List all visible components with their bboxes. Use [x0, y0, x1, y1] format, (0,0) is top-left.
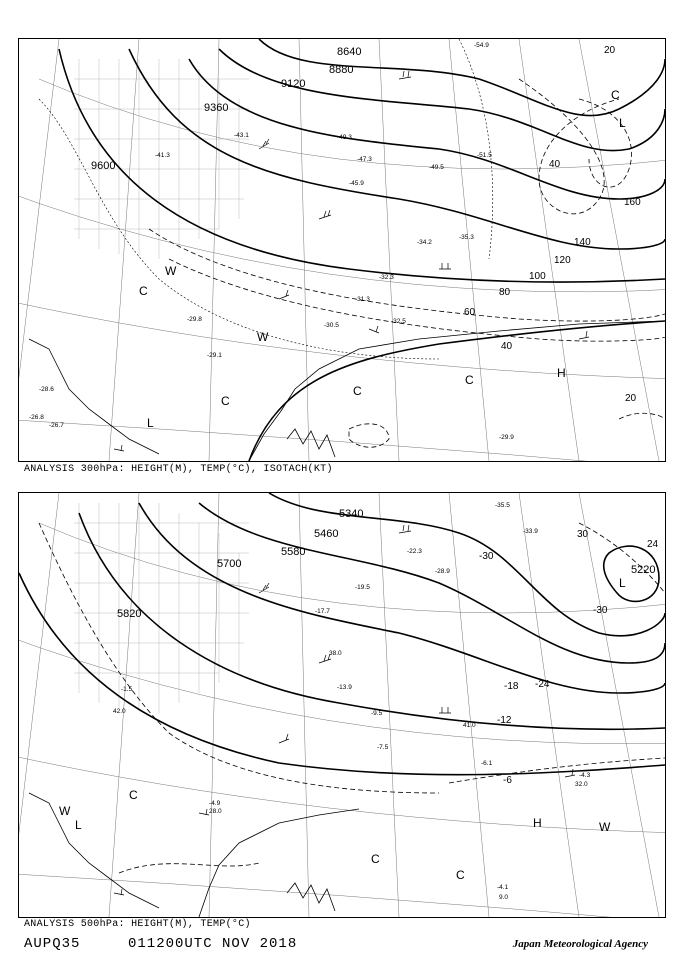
isotach-label: 40: [549, 159, 561, 170]
station-temp: -41.3: [155, 152, 170, 159]
isotherm-label: -24: [535, 679, 550, 690]
station-temp: -47.3: [357, 156, 372, 163]
station-temp: -49.3: [337, 134, 352, 141]
chart-500hpa: [18, 492, 666, 918]
coastline: [29, 321, 665, 461]
cold-center: C: [353, 384, 362, 398]
plateau-mask: [74, 59, 249, 259]
graticule: [19, 39, 665, 461]
isotach-label: 80: [499, 287, 511, 298]
chart-300hpa: [18, 38, 666, 462]
station-temp: -29.1: [207, 352, 222, 359]
coastline: [29, 793, 359, 917]
station-value: 42.0: [113, 708, 126, 715]
caption-500hpa: ANALYSIS 500hPa: HEIGHT(M), TEMP(°C): [24, 919, 251, 930]
height-label: 5460: [314, 528, 339, 540]
height-label: 9360: [204, 102, 229, 114]
high-center: H: [557, 366, 566, 380]
height-label: 5340: [339, 508, 364, 520]
valid-time: 011200UTC NOV 2018: [128, 936, 298, 952]
cold-center: C: [371, 852, 380, 866]
station-value: -4.3: [579, 772, 591, 779]
station-temp: -32.5: [391, 318, 406, 325]
height-contours: [19, 493, 665, 775]
warm-center: W: [59, 804, 71, 818]
isotach-label: 20: [625, 393, 637, 404]
warm-center: W: [165, 264, 177, 278]
height-label: 8640: [337, 46, 362, 58]
station-temp: -49.5: [429, 164, 444, 171]
station-temp: -32.3: [379, 274, 394, 281]
isotachs: [149, 79, 665, 447]
station-value: -28.9: [435, 568, 450, 575]
cold-center: C: [465, 373, 474, 387]
isotach-label: 100: [529, 271, 546, 282]
low-center: L: [619, 116, 626, 130]
cold-center: C: [456, 868, 465, 882]
low-center: L: [619, 576, 626, 590]
cold-center: C: [221, 394, 230, 408]
station-value: 41.0: [463, 722, 476, 729]
station-value: 28.0: [209, 808, 222, 815]
low-center: L: [147, 416, 154, 430]
height-labels: [117, 508, 655, 620]
low-center: L: [75, 818, 82, 832]
station-temp: -29.9: [499, 434, 514, 441]
isotach-label: 60: [464, 307, 476, 318]
station-temp: -45.9: [349, 180, 364, 187]
station-value: -19.5: [355, 584, 370, 591]
product-code: AUPQ35: [24, 936, 81, 952]
station-value: -4.9: [209, 800, 221, 807]
station-value: -6.1: [481, 760, 493, 767]
isotherms: [39, 523, 665, 873]
station-value: -1.5: [121, 686, 133, 693]
map-500hpa: [19, 493, 665, 917]
station-temp: -26.8: [29, 414, 44, 421]
station-temp: -29.8: [187, 316, 202, 323]
station-temp: -34.2: [417, 239, 432, 246]
map-300hpa: [19, 39, 665, 461]
caption-300hpa: ANALYSIS 300hPa: HEIGHT(M), TEMP(°C), ISOTACH(KT): [24, 464, 333, 475]
isotach-label: 160: [624, 197, 641, 208]
isotherm-label: -6: [503, 775, 512, 786]
height-label: 8880: [329, 64, 354, 76]
station-temp: -26.7: [49, 422, 64, 429]
wind-barbs: [114, 71, 589, 451]
isotherm-label: -18: [504, 681, 519, 692]
isotach-label: 20: [604, 45, 616, 56]
cold-center: C: [611, 88, 620, 102]
station-value: -33.9: [523, 528, 538, 535]
warm-center: W: [257, 330, 269, 344]
isotach-label: 120: [554, 255, 571, 266]
cold-center: C: [129, 788, 138, 802]
isotherm-label: 30: [577, 529, 589, 540]
warm-center: W: [599, 820, 611, 834]
station-value: -4.1: [497, 884, 509, 891]
station-temp: -30.5: [324, 322, 339, 329]
isotherm-label: -12: [497, 715, 512, 726]
height-contours: [59, 39, 665, 461]
isotherm-label: 24: [647, 539, 659, 550]
height-label: 5220: [631, 564, 656, 576]
height-label: 5820: [117, 608, 142, 620]
height-label: 5700: [217, 558, 242, 570]
height-label: 5580: [281, 546, 306, 558]
station-value: -17.7: [315, 608, 330, 615]
station-value: 9.0: [499, 894, 509, 901]
height-label: 9600: [91, 160, 116, 172]
wind-barbs: [114, 525, 575, 895]
cold-center: C: [139, 284, 148, 298]
isotherm-label: -30: [479, 551, 494, 562]
station-temp: -31.3: [355, 296, 370, 303]
station-value: -13.9: [337, 684, 352, 691]
station-temp: -35.3: [459, 234, 474, 241]
height-label: 9120: [281, 78, 306, 90]
isotach-label: 140: [574, 237, 591, 248]
station-temp: -43.1: [234, 132, 249, 139]
station-temp: -51.5: [477, 152, 492, 159]
station-temp: -28.6: [39, 386, 54, 393]
station-values: [113, 502, 591, 901]
isotherm-label: -30: [593, 605, 608, 616]
station-value: -35.5: [495, 502, 510, 509]
station-temp: -54.9: [474, 42, 489, 49]
station-temps: [29, 42, 514, 441]
station-value: -22.3: [407, 548, 422, 555]
station-value: 38.0: [329, 650, 342, 657]
station-value: -7.5: [377, 744, 389, 751]
agency-name: Japan Meteorological Agency: [512, 938, 648, 950]
station-value: -9.5: [371, 710, 383, 717]
station-value: 32.0: [575, 781, 588, 788]
isotach-label: 40: [501, 341, 513, 352]
high-center: H: [533, 816, 542, 830]
